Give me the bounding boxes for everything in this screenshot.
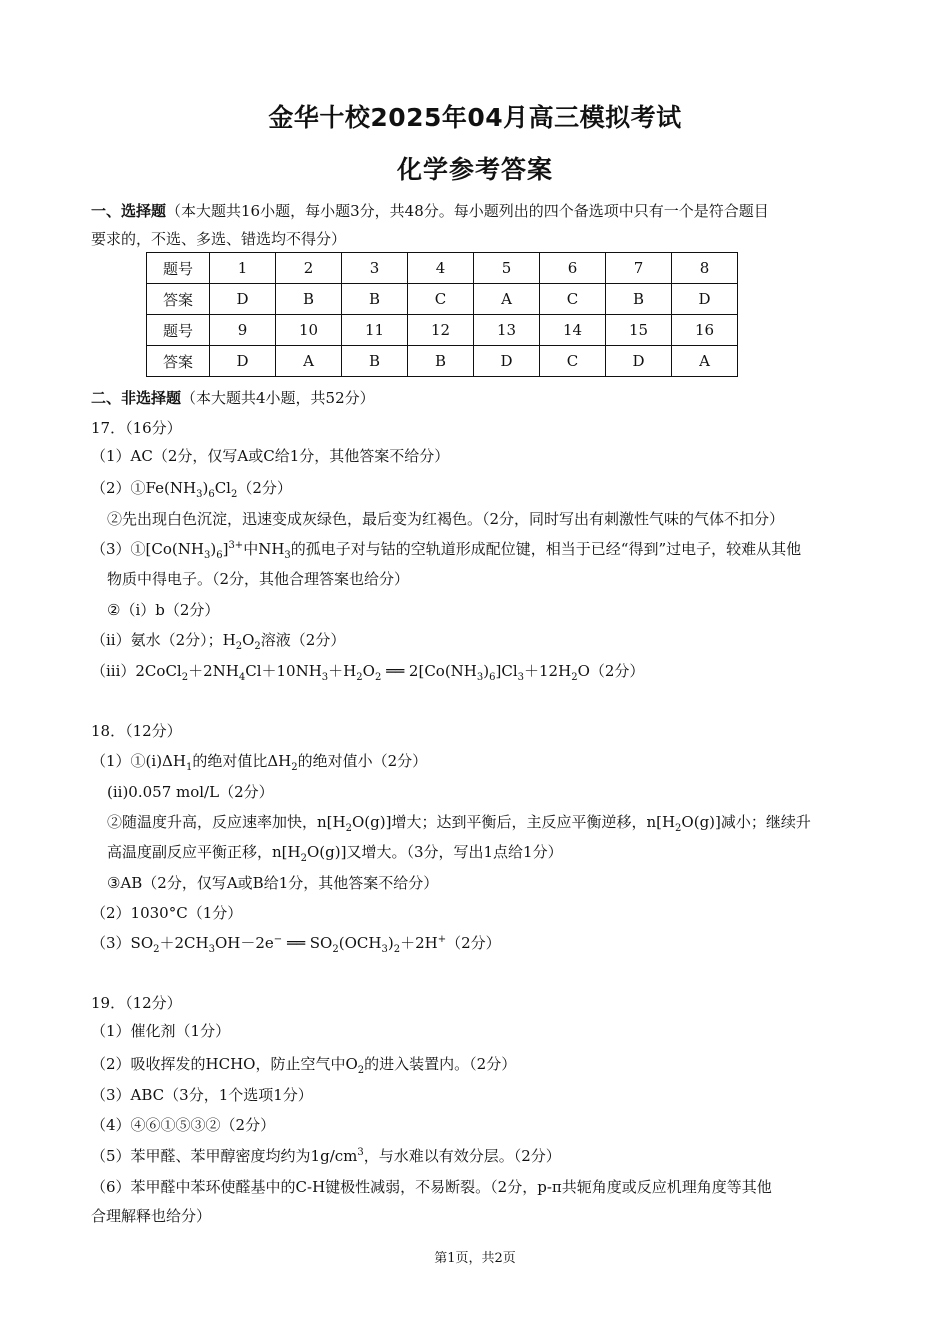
section1-line1	[91, 201, 769, 221]
q19-line: （6）苯甲醛中苯环使醛基中的C-H键极性减弱，不易断裂。（2分，p-π共轭角度或反应机理角度等其他	[91, 1178, 772, 1196]
q19-line: 合理解释也给分）	[91, 1207, 212, 1225]
table-cell: B	[408, 346, 474, 377]
q18-line: 高温度副反应平衡正移，$n[H_2O(g)]$又增大。（3分，写出1点给1分）	[107, 843, 563, 864]
table-cell: C	[540, 284, 606, 315]
table-row	[147, 253, 738, 284]
answer-table	[146, 252, 738, 377]
q19-line: （2）吸收挥发的HCHO，防止空气中$O_2$的进入装置内。（2分）	[91, 1055, 517, 1076]
table-cell: C	[408, 284, 474, 315]
section1-desc: （本大题共16小题，每小题3分，共48分。每小题列出的四个备选项中只有一个是符合题目	[166, 202, 769, 220]
q17-line: $(2)①Fe(NH_3)_6Cl_2(2$分）	[91, 479, 292, 500]
q19-line: （4）④⑥①⑤③②（2分）	[91, 1116, 276, 1134]
section2-desc: （本大题共4小题，共52分）	[181, 389, 375, 407]
q19-line: （5）苯甲醛、苯甲醇密度均约为$1g/cm^3$，与水难以有效分层。（2分）	[91, 1147, 561, 1165]
table-cell: 15	[606, 315, 672, 346]
table-cell: B	[342, 284, 408, 315]
q17-line: 物质中得电子。（2分，其他合理答案也给分）	[107, 570, 410, 588]
table-cell: 7	[606, 253, 672, 284]
q19-line: （1）催化剂（1分）	[91, 1022, 231, 1040]
table-cell: 8	[672, 253, 738, 284]
table-cell: C	[540, 346, 606, 377]
page-subtitle: 化学参考答案	[396, 155, 553, 184]
table-cell: 2	[276, 253, 342, 284]
table-cell: D	[210, 346, 276, 377]
table-cell: D	[210, 284, 276, 315]
table-cell: D	[672, 284, 738, 315]
table-row	[147, 315, 738, 346]
q17-line: ②（i）b（2分）	[107, 601, 220, 619]
table-cell: 1	[210, 253, 276, 284]
table-cell: 14	[540, 315, 606, 346]
table-cell: 6	[540, 253, 606, 284]
table-cell: D	[606, 346, 672, 377]
table-cell: B	[342, 346, 408, 377]
q17-line: $(3)①[Co(NH_3)_6]^{3+}$中$NH_3$的孤电子对与钴的空轨道形成配位键，相当于已经“得到”过电子，较难从其他	[91, 540, 802, 561]
table-cell: 12	[408, 315, 474, 346]
page-footer: 第1页，共2页	[434, 1251, 516, 1266]
table-cell: 13	[474, 315, 540, 346]
q18-line: (ii)0.057 mol/L（2分）	[107, 783, 274, 801]
table-cell-label: 题号	[147, 253, 210, 284]
section2-heading: 二、非选择题	[91, 389, 182, 407]
q17-line: （1）AC（2分，仅写A或C给1分，其他答案不给分）	[91, 447, 450, 465]
section2-line	[91, 388, 375, 408]
q19-header: 19．（12分）	[91, 994, 182, 1012]
q18-line: $(1)①(i)\Delta H_1$的绝对值比$\Delta H_2$的绝对值小（2分）	[91, 752, 428, 773]
table-cell: B	[276, 284, 342, 315]
table-cell-label: 答案	[147, 346, 210, 377]
table-cell-label: 题号	[147, 315, 210, 346]
q18-header: 18．（12分）	[91, 722, 182, 740]
table-cell: D	[474, 346, 540, 377]
q17-line: $(iii)2CoCl_2+2NH_4Cl+10NH_3+H_2O_2$ ══ $2[Co(NH_3)_6]Cl_3+12H_2O(2$分）	[91, 662, 645, 683]
table-cell: A	[474, 284, 540, 315]
table-cell: 5	[474, 253, 540, 284]
table-cell: B	[606, 284, 672, 315]
page-title: 金华十校2025年04月高三模拟考试	[268, 103, 682, 132]
q18-line: ③AB（2分，仅写A或B给1分，其他答案不给分）	[107, 874, 439, 892]
table-row	[147, 346, 738, 377]
table-cell: 10	[276, 315, 342, 346]
table-cell: 4	[408, 253, 474, 284]
table-cell: 16	[672, 315, 738, 346]
q17-header: 17．（16分）	[91, 419, 182, 437]
table-cell: 3	[342, 253, 408, 284]
section1-heading: 一、选择题	[91, 202, 167, 220]
q18-line: $(3)SO_2+2CH_3OH-2e^-$ ══ $SO_2(OCH_3)_2+2H^+(2$分）	[91, 934, 501, 955]
table-row	[147, 284, 738, 315]
q18-line: ②随温度升高，反应速率加快，$n[H_2O(g)]$增大；达到平衡后，主反应平衡逆移，$n[H_2O(g)]$减小；继续升	[107, 813, 811, 834]
section1-desc-line2: 要求的，不选、多选、错选均不得分）	[91, 230, 347, 248]
q17-line: ②先出现白色沉淀，迅速变成灰绿色，最后变为红褐色。（2分，同时写出有刺激性气味的气体不扣分）	[107, 510, 785, 528]
table-cell-label: 答案	[147, 284, 210, 315]
q18-line: （2）1030°C（1分）	[91, 904, 243, 922]
table-cell: A	[276, 346, 342, 377]
table-cell: 11	[342, 315, 408, 346]
table-cell: A	[672, 346, 738, 377]
q19-line: （3）ABC（3分，1个选项1分）	[91, 1086, 313, 1104]
table-cell: 9	[210, 315, 276, 346]
q17-line: （ii）氨水（2分）；$H_2O_2$溶液（2分）	[91, 631, 346, 652]
